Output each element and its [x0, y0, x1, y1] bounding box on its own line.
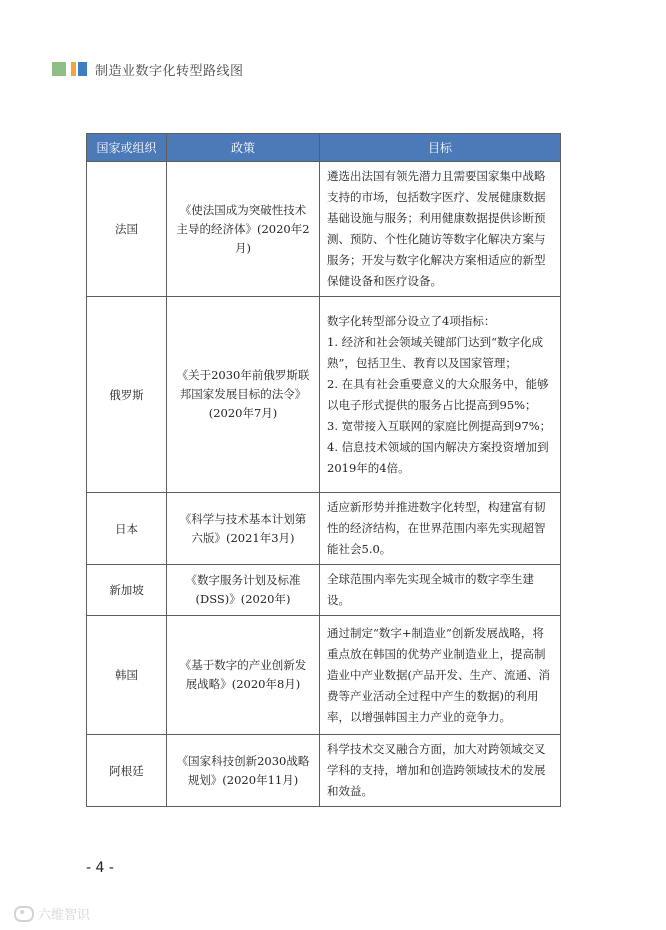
header-orange-block — [71, 62, 76, 76]
table-row — [87, 493, 561, 565]
goal-line: 科学技术交叉融合方面，加大对跨领域交叉学科的支持，增加和创造跨领域技术的发展和效益。 — [327, 742, 546, 798]
column-header-policy: 政策 — [167, 134, 320, 162]
goal-line: 通过制定“数字+制造业”创新发展战略，将重点放在韩国的优势产业制造业上，提高制造业中产业数据(产品开发、生产、流通、消费等产业活动全过程中产生的数据)的利用率，以增强韩国主力产业的竞争力。 — [327, 625, 550, 724]
country-cell: 阿根廷 — [87, 735, 167, 807]
goal-cell — [320, 735, 561, 807]
country-cell: 法国 — [87, 162, 167, 297]
goal-line: 2. 在具有社会重要意义的大众服务中，能够以电子形式提供的服务占比提高到95%； — [327, 376, 549, 412]
policy-cell: 《基于数字的产业创新发展战略》(2020年8月) — [167, 616, 320, 735]
watermark-text: 六维智识 — [38, 908, 91, 923]
goal-cell — [320, 616, 561, 735]
policy-cell: 《科学与技术基本计划第六版》(2021年3月) — [167, 493, 320, 565]
goal-line: 适应新形势并推进数字化转型，构建富有韧性的经济结构，在世界范围内率先实现超智能社会5.0。 — [327, 500, 546, 556]
table-row — [87, 297, 561, 493]
policy-cell: 《关于2030年前俄罗斯联邦国家发展目标的法令》(2020年7月) — [167, 297, 320, 493]
policy-cell: 《使法国成为突破性技术主导的经济体》(2020年2月) — [167, 162, 320, 297]
goal-line: 全球范围内率先实现全城市的数字孪生建设。 — [327, 572, 534, 607]
table-header-row — [87, 134, 561, 162]
page-number: - 4 - — [86, 860, 114, 876]
table-row — [87, 616, 561, 735]
running-header — [52, 60, 244, 78]
country-cell: 俄罗斯 — [87, 297, 167, 493]
goal-line: 数字化转型部分设立了4项指标： — [327, 313, 496, 328]
column-header-goal: 目标 — [320, 134, 561, 162]
table-row — [87, 162, 561, 297]
country-cell: 韩国 — [87, 616, 167, 735]
table-row — [87, 735, 561, 807]
policy-cell: 《国家科技创新2030战略规划》(2020年11月) — [167, 735, 320, 807]
goal-cell — [320, 297, 561, 493]
goal-cell — [320, 162, 561, 297]
goal-cell — [320, 565, 561, 616]
goal-cell — [320, 493, 561, 565]
table-row — [87, 565, 561, 616]
policy-table — [86, 133, 561, 807]
header-green-block — [52, 62, 66, 76]
goal-line: 3. 宽带接入互联网的家庭比例提高到97%； — [327, 418, 552, 433]
header-blue-block — [78, 62, 87, 76]
goal-line: 遴选出法国有领先潜力且需要国家集中战略支持的市场，包括数字医疗、发展健康数据基础设施与服务；利用健康数据提供诊断预测、预防、个性化随访等数字化解决方案与服务；开发与数字化解决方案相适应的新型保健设备和医疗设备。 — [327, 169, 546, 288]
watermark — [14, 904, 90, 923]
country-cell: 新加坡 — [87, 565, 167, 616]
column-header-country: 国家或组织 — [87, 134, 167, 162]
watermark-logo-icon — [14, 906, 34, 922]
country-cell: 日本 — [87, 493, 167, 565]
goal-line: 1. 经济和社会领域关键部门达到“数字化成熟”，包括卫生、教育以及国家管理； — [327, 334, 544, 370]
header-title: 制造业数字化转型路线图 — [95, 63, 244, 79]
policy-cell: 《数字服务计划及标准(DSS)》(2020年) — [167, 565, 320, 616]
goal-line: 4. 信息技术领域的国内解决方案投资增加到2019年的4倍。 — [327, 439, 549, 475]
